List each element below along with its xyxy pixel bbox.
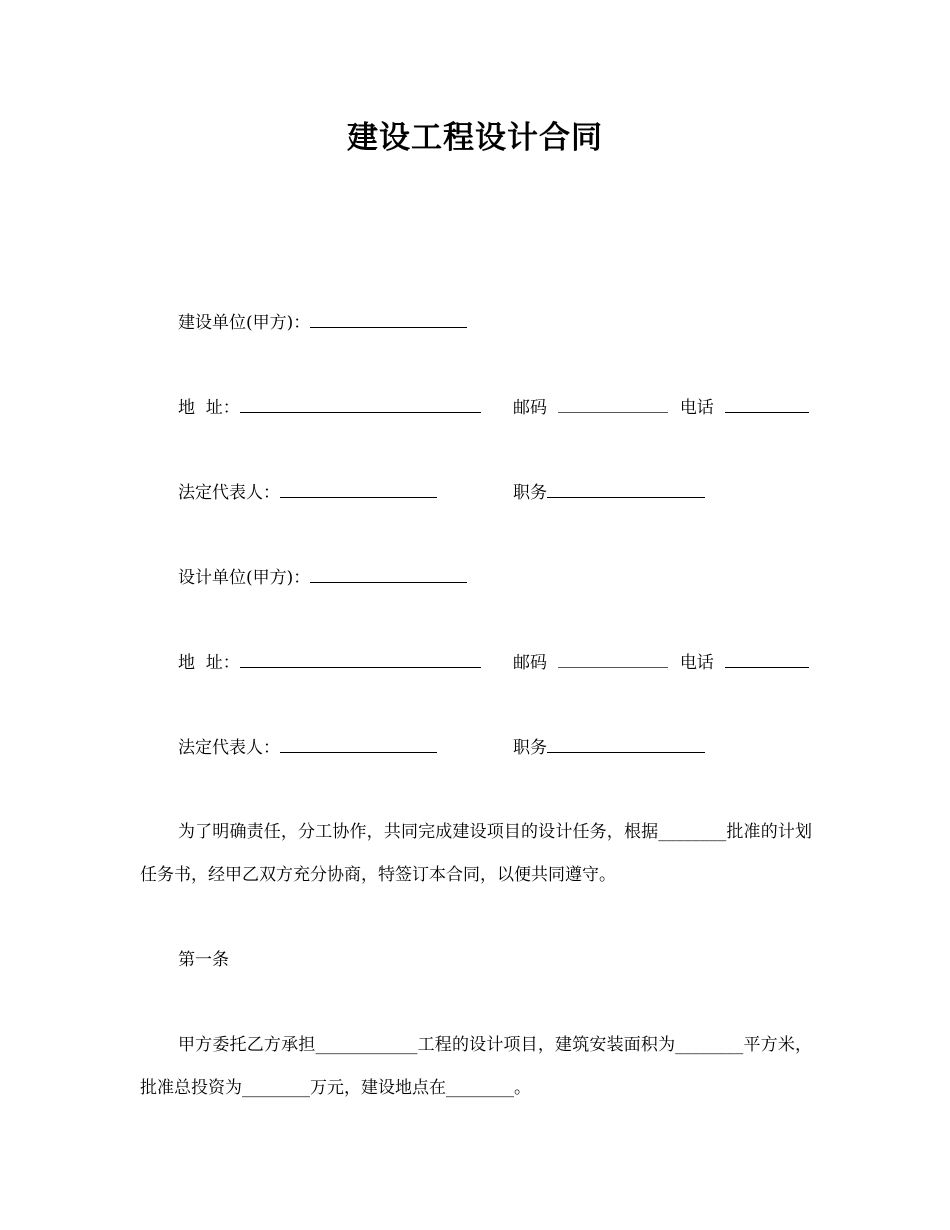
party-b-postcode-label: 邮码 <box>513 653 547 673</box>
party-b-unit-row <box>178 566 467 590</box>
article-1-heading: 第一条 <box>178 950 229 970</box>
investment-blank[interactable]: ________ <box>242 1078 310 1098</box>
party-b-legal-rep-row <box>178 736 437 760</box>
party-b-legal-rep-field[interactable] <box>280 736 437 753</box>
party-b-address-row <box>178 651 481 675</box>
party-a-position-row <box>513 481 705 505</box>
party-a-postcode-field[interactable] <box>558 396 668 413</box>
preamble-text-2: 批准的计划任务书，经甲乙双方充分协商，特签订本合同，以便共同遵守。 <box>140 822 813 885</box>
article-1-text-5: 。 <box>514 1078 531 1098</box>
project-name-blank[interactable]: ____________ <box>315 1035 418 1055</box>
party-b-position-label: 职务 <box>513 738 547 758</box>
party-a-address-label: 地 址： <box>178 398 240 418</box>
article-1-text-3: 平方米，批准总投资为 <box>140 1035 813 1098</box>
party-a-address-row <box>178 396 481 420</box>
party-b-postcode-field[interactable] <box>558 651 668 668</box>
party-a-phone-label: 电话 <box>679 398 714 418</box>
party-b-position-row <box>513 736 705 760</box>
party-a-unit-row <box>178 311 467 335</box>
area-blank[interactable]: ________ <box>675 1035 744 1055</box>
document-title: 建设工程设计合同 <box>347 120 603 156</box>
party-b-unit-field[interactable] <box>310 566 467 583</box>
party-a-unit-field[interactable] <box>310 311 467 328</box>
party-b-position-field[interactable] <box>547 736 705 753</box>
party-b-postcode-row <box>513 651 809 675</box>
party-a-legal-rep-field[interactable] <box>280 481 437 498</box>
party-b-unit-label: 设计单位(甲方)： <box>178 568 311 588</box>
party-a-legal-rep-row <box>178 481 437 505</box>
party-b-phone-field[interactable] <box>725 651 809 668</box>
article-1-text-4: 万元，建设地点在 <box>310 1078 446 1098</box>
article-1-text-2: 工程的设计项目，建筑安装面积为 <box>417 1035 676 1055</box>
party-b-address-label: 地 址： <box>178 653 240 673</box>
party-a-postcode-label: 邮码 <box>513 398 547 418</box>
party-b-legal-rep-label: 法定代表人： <box>178 738 280 758</box>
preamble-text-1: 为了明确责任，分工协作，共同完成建设项目的设计任务，根据 <box>178 822 659 842</box>
location-blank[interactable]: ________ <box>446 1078 514 1098</box>
preamble-paragraph <box>140 811 812 897</box>
party-b-address-field[interactable] <box>240 651 481 668</box>
party-a-postcode-row <box>513 396 809 420</box>
party-a-unit-label: 建设单位(甲方)： <box>178 313 311 333</box>
party-a-position-label: 职务 <box>513 483 547 503</box>
article-1-text-1: 甲方委托乙方承担 <box>178 1035 316 1055</box>
article-1-paragraph <box>140 1024 812 1110</box>
party-a-legal-rep-label: 法定代表人： <box>178 483 280 503</box>
party-b-phone-label: 电话 <box>679 653 714 673</box>
party-a-phone-field[interactable] <box>725 396 809 413</box>
party-a-position-field[interactable] <box>547 481 705 498</box>
preamble-blank-1[interactable]: ________ <box>658 822 727 842</box>
party-a-address-field[interactable] <box>240 396 481 413</box>
